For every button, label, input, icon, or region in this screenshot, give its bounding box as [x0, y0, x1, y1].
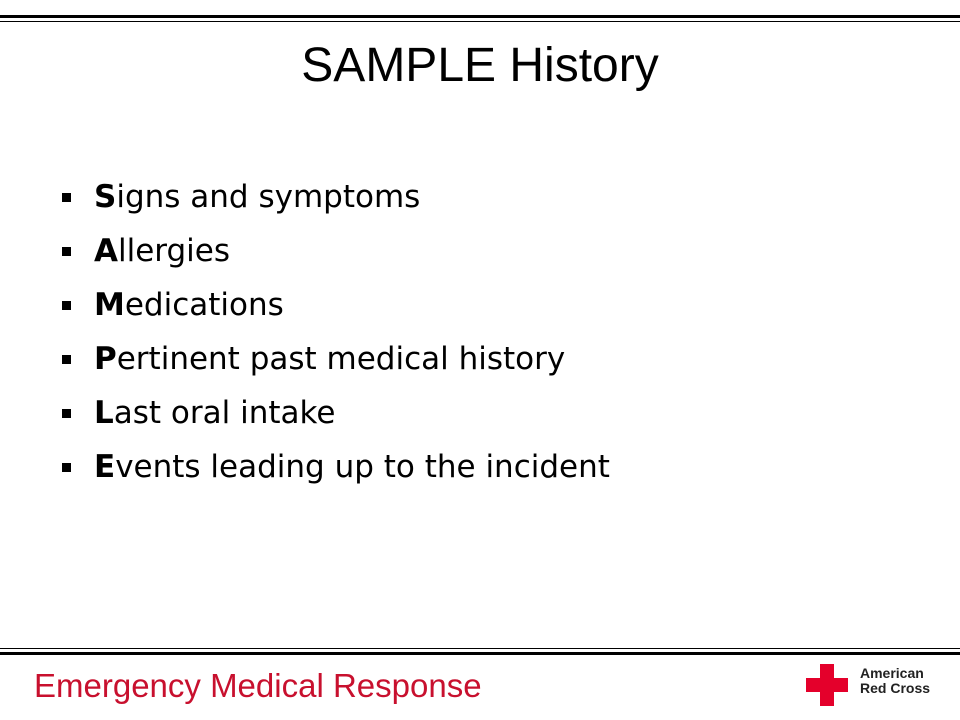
bullet-list	[60, 170, 920, 494]
square-bullet-icon	[62, 247, 71, 256]
item-lead-letter: S	[94, 179, 117, 215]
list-item-signs	[60, 170, 920, 224]
list-item-allergies	[60, 224, 920, 278]
square-bullet-icon	[62, 355, 71, 364]
list-item-events	[60, 440, 920, 494]
logo-line-1: American	[860, 665, 924, 681]
item-text: ertinent past medical history	[116, 341, 566, 377]
item-lead-letter: E	[94, 449, 116, 485]
item-text: llergies	[118, 233, 231, 269]
slide-title: SAMPLE History	[301, 39, 659, 92]
item-lead-letter: A	[94, 233, 118, 269]
list-item-last-intake	[60, 386, 920, 440]
bottom-rule-thick	[0, 652, 960, 655]
list-item-pertinent-history	[60, 332, 920, 386]
course-title: Emergency Medical Response	[34, 667, 482, 704]
item-lead-letter: L	[94, 395, 114, 431]
square-bullet-icon	[62, 301, 71, 310]
item-text: vents leading up to the incident	[115, 449, 610, 485]
american-red-cross-logo	[806, 664, 936, 706]
item-text: igns and symptoms	[116, 179, 421, 215]
item-lead-letter: M	[94, 287, 125, 323]
square-bullet-icon	[62, 463, 71, 472]
logo-wordmark	[860, 666, 930, 696]
bottom-rule-thin	[0, 648, 960, 649]
red-cross-icon-bar	[806, 678, 848, 692]
top-rule-thin	[0, 21, 960, 22]
logo-line-2: Red Cross	[860, 680, 931, 696]
square-bullet-icon	[62, 193, 71, 202]
item-lead-letter: P	[94, 341, 117, 377]
square-bullet-icon	[62, 409, 71, 418]
item-text: edications	[124, 287, 284, 323]
item-text: ast oral intake	[113, 395, 336, 431]
list-item-medications	[60, 278, 920, 332]
top-rule-thick	[0, 15, 960, 18]
